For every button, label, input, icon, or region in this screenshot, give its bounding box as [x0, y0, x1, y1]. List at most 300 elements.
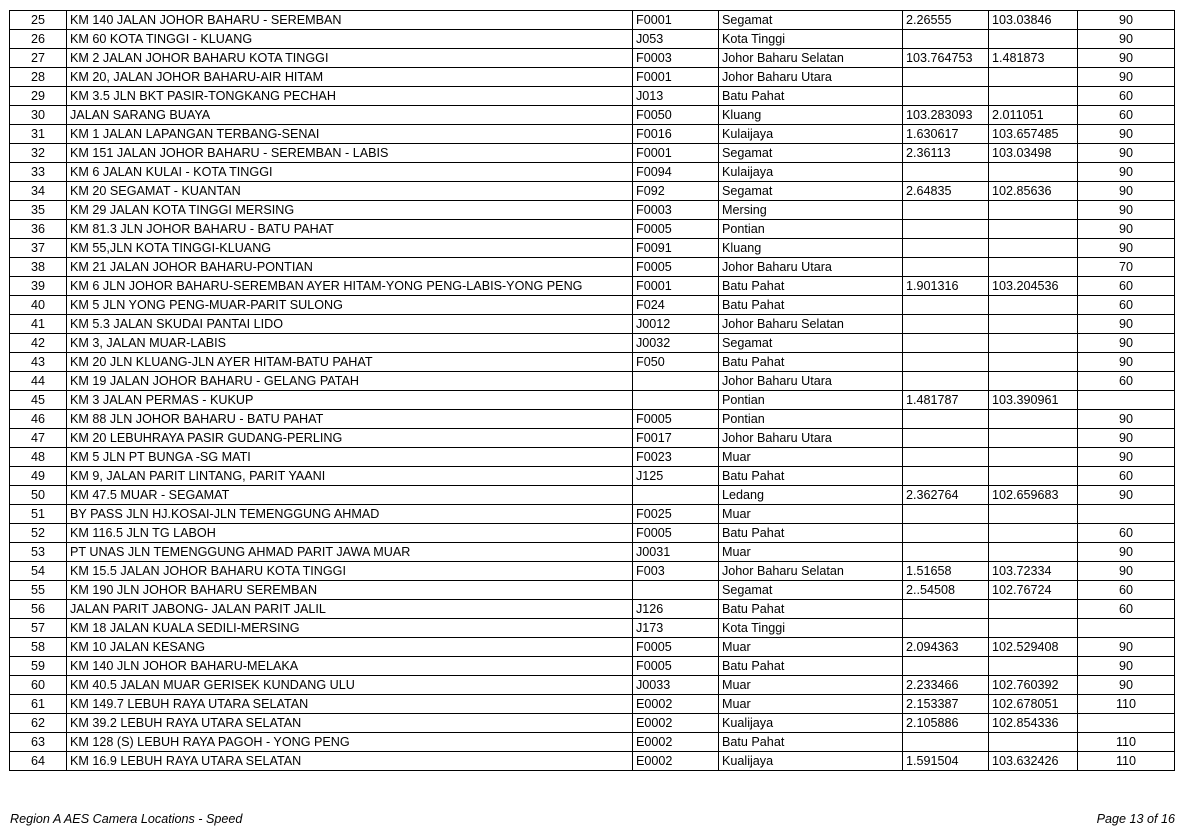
- speed-limit-cell: [1078, 505, 1175, 524]
- speed-limit-cell: 60: [1078, 467, 1175, 486]
- route-code-cell: E0002: [633, 752, 719, 771]
- district-cell: Pontian: [719, 391, 903, 410]
- longitude-cell: 103.390961: [989, 391, 1078, 410]
- longitude-cell: [989, 315, 1078, 334]
- table-row: [10, 144, 1175, 163]
- route-code-cell: F0005: [633, 657, 719, 676]
- row-number-cell: 30: [10, 106, 67, 125]
- latitude-cell: 2.64835: [903, 182, 989, 201]
- longitude-cell: [989, 201, 1078, 220]
- speed-limit-cell: 70: [1078, 258, 1175, 277]
- route-code-cell: J0033: [633, 676, 719, 695]
- district-cell: Muar: [719, 448, 903, 467]
- table-row: [10, 733, 1175, 752]
- location-cell: KM 88 JLN JOHOR BAHARU - BATU PAHAT: [67, 410, 633, 429]
- latitude-cell: [903, 239, 989, 258]
- location-cell: KM 15.5 JALAN JOHOR BAHARU KOTA TINGGI: [67, 562, 633, 581]
- longitude-cell: [989, 429, 1078, 448]
- route-code-cell: F0023: [633, 448, 719, 467]
- location-cell: KM 20, JALAN JOHOR BAHARU-AIR HITAM: [67, 68, 633, 87]
- route-code-cell: J0031: [633, 543, 719, 562]
- location-cell: KM 81.3 JLN JOHOR BAHARU - BATU PAHAT: [67, 220, 633, 239]
- longitude-cell: [989, 239, 1078, 258]
- longitude-cell: 102.760392: [989, 676, 1078, 695]
- speed-limit-cell: 90: [1078, 353, 1175, 372]
- longitude-cell: [989, 733, 1078, 752]
- speed-limit-cell: 90: [1078, 144, 1175, 163]
- district-cell: Kulaijaya: [719, 125, 903, 144]
- route-code-cell: F050: [633, 353, 719, 372]
- latitude-cell: [903, 296, 989, 315]
- latitude-cell: 2.105886: [903, 714, 989, 733]
- longitude-cell: [989, 372, 1078, 391]
- row-number-cell: 25: [10, 11, 67, 30]
- table-row: [10, 505, 1175, 524]
- district-cell: Segamat: [719, 581, 903, 600]
- footer-page-number: Page 13 of 16: [1096, 812, 1175, 826]
- location-cell: PT UNAS JLN TEMENGGUNG AHMAD PARIT JAWA MUAR: [67, 543, 633, 562]
- location-cell: JALAN PARIT JABONG- JALAN PARIT JALIL: [67, 600, 633, 619]
- district-cell: Kota Tinggi: [719, 30, 903, 49]
- longitude-cell: [989, 543, 1078, 562]
- location-cell: KM 20 SEGAMAT - KUANTAN: [67, 182, 633, 201]
- table-row: [10, 524, 1175, 543]
- speed-limit-cell: 90: [1078, 410, 1175, 429]
- longitude-cell: 102.678051: [989, 695, 1078, 714]
- speed-limit-cell: 90: [1078, 486, 1175, 505]
- district-cell: Kulaijaya: [719, 163, 903, 182]
- location-cell: KM 5.3 JALAN SKUDAI PANTAI LIDO: [67, 315, 633, 334]
- row-number-cell: 62: [10, 714, 67, 733]
- table-row: [10, 315, 1175, 334]
- table-row: [10, 600, 1175, 619]
- row-number-cell: 31: [10, 125, 67, 144]
- row-number-cell: 47: [10, 429, 67, 448]
- row-number-cell: 55: [10, 581, 67, 600]
- route-code-cell: J053: [633, 30, 719, 49]
- district-cell: Muar: [719, 543, 903, 562]
- speed-limit-cell: 90: [1078, 334, 1175, 353]
- route-code-cell: F0025: [633, 505, 719, 524]
- district-cell: Batu Pahat: [719, 600, 903, 619]
- row-number-cell: 33: [10, 163, 67, 182]
- location-cell: KM 55,JLN KOTA TINGGI-KLUANG: [67, 239, 633, 258]
- speed-limit-cell: 60: [1078, 296, 1175, 315]
- district-cell: Kluang: [719, 239, 903, 258]
- district-cell: Johor Baharu Utara: [719, 68, 903, 87]
- latitude-cell: [903, 600, 989, 619]
- district-cell: Johor Baharu Utara: [719, 258, 903, 277]
- location-cell: KM 140 JLN JOHOR BAHARU-MELAKA: [67, 657, 633, 676]
- route-code-cell: F0003: [633, 201, 719, 220]
- longitude-cell: 102.76724: [989, 581, 1078, 600]
- route-code-cell: [633, 486, 719, 505]
- row-number-cell: 39: [10, 277, 67, 296]
- district-cell: Batu Pahat: [719, 733, 903, 752]
- longitude-cell: [989, 619, 1078, 638]
- route-code-cell: F0005: [633, 220, 719, 239]
- route-code-cell: F0005: [633, 410, 719, 429]
- speed-limit-cell: 90: [1078, 182, 1175, 201]
- row-number-cell: 38: [10, 258, 67, 277]
- table-row: [10, 467, 1175, 486]
- location-cell: KM 21 JALAN JOHOR BAHARU-PONTIAN: [67, 258, 633, 277]
- latitude-cell: 1.481787: [903, 391, 989, 410]
- district-cell: Pontian: [719, 220, 903, 239]
- table-row: [10, 543, 1175, 562]
- latitude-cell: 2.36113: [903, 144, 989, 163]
- table-row: [10, 448, 1175, 467]
- latitude-cell: 2.233466: [903, 676, 989, 695]
- table-row: [10, 429, 1175, 448]
- table-row: [10, 182, 1175, 201]
- latitude-cell: [903, 448, 989, 467]
- location-cell: KM 6 JALAN KULAI - KOTA TINGGI: [67, 163, 633, 182]
- speed-limit-cell: 90: [1078, 220, 1175, 239]
- route-code-cell: F0001: [633, 68, 719, 87]
- table-row: [10, 220, 1175, 239]
- route-code-cell: [633, 372, 719, 391]
- route-code-cell: F0005: [633, 524, 719, 543]
- speed-limit-cell: 90: [1078, 49, 1175, 68]
- latitude-cell: [903, 220, 989, 239]
- route-code-cell: F0005: [633, 638, 719, 657]
- district-cell: Kualijaya: [719, 752, 903, 771]
- route-code-cell: E0002: [633, 714, 719, 733]
- district-cell: Muar: [719, 695, 903, 714]
- row-number-cell: 60: [10, 676, 67, 695]
- table-row: [10, 410, 1175, 429]
- speed-limit-cell: 90: [1078, 201, 1175, 220]
- latitude-cell: [903, 353, 989, 372]
- latitude-cell: [903, 619, 989, 638]
- location-cell: KM 5 JLN YONG PENG-MUAR-PARIT SULONG: [67, 296, 633, 315]
- district-cell: Kluang: [719, 106, 903, 125]
- latitude-cell: [903, 467, 989, 486]
- route-code-cell: F024: [633, 296, 719, 315]
- row-number-cell: 29: [10, 87, 67, 106]
- location-cell: KM 151 JALAN JOHOR BAHARU - SEREMBAN - LABIS: [67, 144, 633, 163]
- route-code-cell: F003: [633, 562, 719, 581]
- row-number-cell: 63: [10, 733, 67, 752]
- speed-limit-cell: 90: [1078, 543, 1175, 562]
- location-cell: KM 190 JLN JOHOR BAHARU SEREMBAN: [67, 581, 633, 600]
- district-cell: Segamat: [719, 182, 903, 201]
- table-row: [10, 334, 1175, 353]
- route-code-cell: F0094: [633, 163, 719, 182]
- longitude-cell: [989, 220, 1078, 239]
- location-cell: KM 128 (S) LEBUH RAYA PAGOH - YONG PENG: [67, 733, 633, 752]
- latitude-cell: [903, 315, 989, 334]
- district-cell: Batu Pahat: [719, 277, 903, 296]
- row-number-cell: 57: [10, 619, 67, 638]
- speed-limit-cell: 110: [1078, 733, 1175, 752]
- speed-limit-cell: 90: [1078, 163, 1175, 182]
- district-cell: Batu Pahat: [719, 353, 903, 372]
- latitude-cell: [903, 30, 989, 49]
- row-number-cell: 27: [10, 49, 67, 68]
- district-cell: Johor Baharu Selatan: [719, 315, 903, 334]
- longitude-cell: 102.529408: [989, 638, 1078, 657]
- latitude-cell: [903, 201, 989, 220]
- table-row: [10, 619, 1175, 638]
- row-number-cell: 34: [10, 182, 67, 201]
- row-number-cell: 48: [10, 448, 67, 467]
- table-row: [10, 581, 1175, 600]
- latitude-cell: 2.362764: [903, 486, 989, 505]
- location-cell: KM 60 KOTA TINGGI - KLUANG: [67, 30, 633, 49]
- table-row: [10, 353, 1175, 372]
- latitude-cell: [903, 543, 989, 562]
- district-cell: Pontian: [719, 410, 903, 429]
- district-cell: Segamat: [719, 144, 903, 163]
- row-number-cell: 46: [10, 410, 67, 429]
- speed-limit-cell: 60: [1078, 277, 1175, 296]
- district-cell: Ledang: [719, 486, 903, 505]
- route-code-cell: J0032: [633, 334, 719, 353]
- longitude-cell: [989, 163, 1078, 182]
- table-row: [10, 562, 1175, 581]
- row-number-cell: 64: [10, 752, 67, 771]
- longitude-cell: [989, 30, 1078, 49]
- longitude-cell: [989, 600, 1078, 619]
- latitude-cell: [903, 87, 989, 106]
- row-number-cell: 26: [10, 30, 67, 49]
- table-row: [10, 163, 1175, 182]
- table-row: [10, 752, 1175, 771]
- district-cell: Batu Pahat: [719, 467, 903, 486]
- table-row: [10, 87, 1175, 106]
- row-number-cell: 40: [10, 296, 67, 315]
- longitude-cell: 103.204536: [989, 277, 1078, 296]
- row-number-cell: 59: [10, 657, 67, 676]
- row-number-cell: 58: [10, 638, 67, 657]
- longitude-cell: [989, 505, 1078, 524]
- latitude-cell: [903, 733, 989, 752]
- latitude-cell: [903, 429, 989, 448]
- location-cell: KM 16.9 LEBUH RAYA UTARA SELATAN: [67, 752, 633, 771]
- latitude-cell: [903, 410, 989, 429]
- longitude-cell: 102.854336: [989, 714, 1078, 733]
- district-cell: Segamat: [719, 11, 903, 30]
- district-cell: Johor Baharu Selatan: [719, 49, 903, 68]
- route-code-cell: J173: [633, 619, 719, 638]
- table-row: [10, 277, 1175, 296]
- route-code-cell: F092: [633, 182, 719, 201]
- route-code-cell: F0091: [633, 239, 719, 258]
- location-cell: KM 20 LEBUHRAYA PASIR GUDANG-PERLING: [67, 429, 633, 448]
- speed-limit-cell: 110: [1078, 695, 1175, 714]
- speed-limit-cell: 60: [1078, 87, 1175, 106]
- location-cell: KM 9, JALAN PARIT LINTANG, PARIT YAANI: [67, 467, 633, 486]
- route-code-cell: J0012: [633, 315, 719, 334]
- row-number-cell: 43: [10, 353, 67, 372]
- latitude-cell: 2.153387: [903, 695, 989, 714]
- district-cell: Batu Pahat: [719, 296, 903, 315]
- table-row: [10, 258, 1175, 277]
- route-code-cell: [633, 581, 719, 600]
- location-cell: BY PASS JLN HJ.KOSAI-JLN TEMENGGUNG AHMAD: [67, 505, 633, 524]
- table-row: [10, 49, 1175, 68]
- longitude-cell: [989, 410, 1078, 429]
- district-cell: Johor Baharu Selatan: [719, 562, 903, 581]
- table-body: [10, 11, 1175, 771]
- row-number-cell: 61: [10, 695, 67, 714]
- route-code-cell: F0017: [633, 429, 719, 448]
- longitude-cell: [989, 87, 1078, 106]
- route-code-cell: J126: [633, 600, 719, 619]
- district-cell: Mersing: [719, 201, 903, 220]
- route-code-cell: F0050: [633, 106, 719, 125]
- longitude-cell: [989, 68, 1078, 87]
- location-cell: KM 39.2 LEBUH RAYA UTARA SELATAN: [67, 714, 633, 733]
- district-cell: Batu Pahat: [719, 657, 903, 676]
- route-code-cell: F0016: [633, 125, 719, 144]
- row-number-cell: 50: [10, 486, 67, 505]
- location-cell: KM 116.5 JLN TG LABOH: [67, 524, 633, 543]
- table-row: [10, 30, 1175, 49]
- route-code-cell: J013: [633, 87, 719, 106]
- row-number-cell: 56: [10, 600, 67, 619]
- longitude-cell: [989, 296, 1078, 315]
- latitude-cell: [903, 505, 989, 524]
- location-cell: KM 6 JLN JOHOR BAHARU-SEREMBAN AYER HITAM-YONG PENG-LABIS-YONG PENG: [67, 277, 633, 296]
- table-row: [10, 125, 1175, 144]
- location-cell: KM 29 JALAN KOTA TINGGI MERSING: [67, 201, 633, 220]
- speed-limit-cell: 90: [1078, 657, 1175, 676]
- row-number-cell: 51: [10, 505, 67, 524]
- location-cell: KM 3 JALAN PERMAS - KUKUP: [67, 391, 633, 410]
- speed-limit-cell: 90: [1078, 638, 1175, 657]
- speed-limit-cell: 60: [1078, 600, 1175, 619]
- latitude-cell: 103.283093: [903, 106, 989, 125]
- latitude-cell: 1.901316: [903, 277, 989, 296]
- row-number-cell: 36: [10, 220, 67, 239]
- speed-limit-cell: 90: [1078, 676, 1175, 695]
- longitude-cell: 102.659683: [989, 486, 1078, 505]
- location-cell: KM 47.5 MUAR - SEGAMAT: [67, 486, 633, 505]
- table-row: [10, 201, 1175, 220]
- row-number-cell: 44: [10, 372, 67, 391]
- row-number-cell: 32: [10, 144, 67, 163]
- longitude-cell: [989, 448, 1078, 467]
- speed-limit-cell: 60: [1078, 581, 1175, 600]
- table-row: [10, 239, 1175, 258]
- table-row: [10, 657, 1175, 676]
- district-cell: Kualijaya: [719, 714, 903, 733]
- speed-limit-cell: 60: [1078, 372, 1175, 391]
- table-row: [10, 68, 1175, 87]
- location-cell: KM 149.7 LEBUH RAYA UTARA SELATAN: [67, 695, 633, 714]
- footer-document-title: Region A AES Camera Locations - Speed: [10, 812, 243, 826]
- location-cell: KM 3.5 JLN BKT PASIR-TONGKANG PECHAH: [67, 87, 633, 106]
- table-row: [10, 391, 1175, 410]
- speed-limit-cell: 90: [1078, 30, 1175, 49]
- longitude-cell: [989, 657, 1078, 676]
- row-number-cell: 45: [10, 391, 67, 410]
- district-cell: Johor Baharu Utara: [719, 429, 903, 448]
- row-number-cell: 28: [10, 68, 67, 87]
- row-number-cell: 37: [10, 239, 67, 258]
- longitude-cell: 103.632426: [989, 752, 1078, 771]
- longitude-cell: 1.481873: [989, 49, 1078, 68]
- row-number-cell: 54: [10, 562, 67, 581]
- district-cell: Batu Pahat: [719, 524, 903, 543]
- speed-limit-cell: 90: [1078, 315, 1175, 334]
- speed-limit-cell: [1078, 714, 1175, 733]
- location-cell: KM 40.5 JALAN MUAR GERISEK KUNDANG ULU: [67, 676, 633, 695]
- latitude-cell: 2..54508: [903, 581, 989, 600]
- route-code-cell: F0001: [633, 11, 719, 30]
- table-row: [10, 695, 1175, 714]
- district-cell: Muar: [719, 638, 903, 657]
- longitude-cell: [989, 524, 1078, 543]
- longitude-cell: 103.72334: [989, 562, 1078, 581]
- latitude-cell: 2.26555: [903, 11, 989, 30]
- table-row: [10, 638, 1175, 657]
- speed-limit-cell: 90: [1078, 448, 1175, 467]
- row-number-cell: 42: [10, 334, 67, 353]
- table-row: [10, 296, 1175, 315]
- latitude-cell: 2.094363: [903, 638, 989, 657]
- row-number-cell: 52: [10, 524, 67, 543]
- longitude-cell: 103.03498: [989, 144, 1078, 163]
- longitude-cell: 2.011051: [989, 106, 1078, 125]
- route-code-cell: E0002: [633, 733, 719, 752]
- speed-limit-cell: 90: [1078, 11, 1175, 30]
- camera-locations-table: [9, 10, 1175, 771]
- speed-limit-cell: 90: [1078, 125, 1175, 144]
- location-cell: KM 3, JALAN MUAR-LABIS: [67, 334, 633, 353]
- route-code-cell: E0002: [633, 695, 719, 714]
- latitude-cell: 103.764753: [903, 49, 989, 68]
- speed-limit-cell: [1078, 391, 1175, 410]
- location-cell: JALAN SARANG BUAYA: [67, 106, 633, 125]
- location-cell: KM 10 JALAN KESANG: [67, 638, 633, 657]
- table-row: [10, 676, 1175, 695]
- table-row: [10, 372, 1175, 391]
- longitude-cell: 103.657485: [989, 125, 1078, 144]
- latitude-cell: [903, 163, 989, 182]
- route-code-cell: F0003: [633, 49, 719, 68]
- row-number-cell: 41: [10, 315, 67, 334]
- latitude-cell: [903, 334, 989, 353]
- latitude-cell: [903, 258, 989, 277]
- route-code-cell: F0005: [633, 258, 719, 277]
- speed-limit-cell: 110: [1078, 752, 1175, 771]
- row-number-cell: 49: [10, 467, 67, 486]
- route-code-cell: J125: [633, 467, 719, 486]
- district-cell: Batu Pahat: [719, 87, 903, 106]
- location-cell: KM 20 JLN KLUANG-JLN AYER HITAM-BATU PAHAT: [67, 353, 633, 372]
- table-row: [10, 714, 1175, 733]
- longitude-cell: 103.03846: [989, 11, 1078, 30]
- speed-limit-cell: 60: [1078, 106, 1175, 125]
- longitude-cell: 102.85636: [989, 182, 1078, 201]
- location-cell: KM 1 JALAN LAPANGAN TERBANG-SENAI: [67, 125, 633, 144]
- longitude-cell: [989, 353, 1078, 372]
- speed-limit-cell: 90: [1078, 562, 1175, 581]
- route-code-cell: F0001: [633, 144, 719, 163]
- longitude-cell: [989, 258, 1078, 277]
- route-code-cell: F0001: [633, 277, 719, 296]
- row-number-cell: 35: [10, 201, 67, 220]
- table-row: [10, 486, 1175, 505]
- latitude-cell: 1.591504: [903, 752, 989, 771]
- speed-limit-cell: [1078, 619, 1175, 638]
- table-row: [10, 106, 1175, 125]
- district-cell: Muar: [719, 505, 903, 524]
